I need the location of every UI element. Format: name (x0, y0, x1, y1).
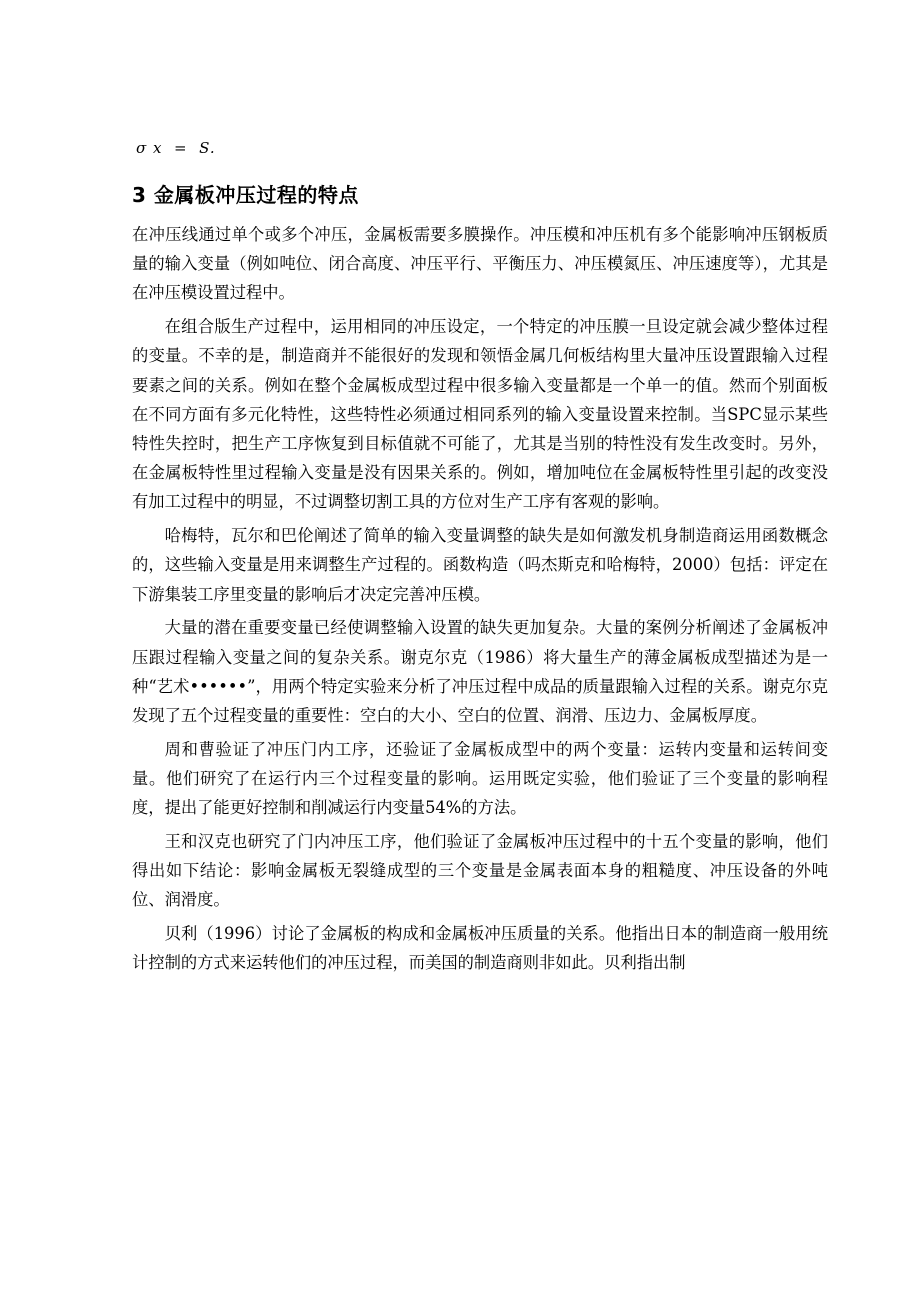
paragraph-1: 在冲压线通过单个或多个冲压，金属板需要多膜操作。冲压模和冲压机有多个能影响冲压钢板质量的输入变量（例如吨位、闭合高度、冲压平行、平衡压力、冲压模氮压、冲压速度等），尤其是在冲压模设置过程中。 (132, 225, 828, 303)
paragraph-4: 大量的潜在重要变量已经使调整输入设置的缺失更加复杂。大量的案例分析阐述了金属板冲压跟过程输入变量之间的复杂关系。谢克尔克（1986）将大量生产的薄金属板成型描述为是一种“艺术••••••”，用两个特定实验来分析了冲压过程中成品的质量跟输入过程的关系。谢克尔克发现了五个过程变量的重要性：空白的大小、空白的位置、润滑、压边力、金属板厚度。 (132, 618, 828, 726)
formula-line: σ x = S. (136, 139, 216, 157)
paragraph-2: 在组合版生产过程中，运用相同的冲压设定，一个特定的冲压膜一旦设定就会减少整体过程的变量。不幸的是，制造商并不能很好的发现和领悟金属几何板结构里大量冲压设置跟输入过程要素之间的关系。例如在整个金属板成型过程中很多输入变量都是一个单一的值。然而个别面板在不同方面有多元化特性，这些特性必须通过相同系列的输入变量设置来控制。当SPC显示某些特性失控时，把生产工序恢复到目标值就不可能了，尤其是当别的特性没有发生改变时。另外，在金属板特性里过程输入变量是没有因果关系的。例如，增加吨位在金属板特性里引起的改变没有加工过程中的明显，不过调整切割工具的方位对生产工序有客观的影响。 (132, 317, 828, 512)
paragraph-5: 周和曹验证了冲压门内工序，还验证了金属板成型中的两个变量：运转内变量和运转间变量。他们研究了在运行内三个过程变量的影响。运用既定实验，他们验证了三个变量的影响程度，提出了能更好控制和削减运行内变量54%的方法。 (132, 739, 828, 818)
paragraph-7: 贝利（1996）讨论了金属板的构成和金属板冲压质量的关系。他指出日本的制造商一般用统计控制的方式来运转他们的冲压过程，而美国的制造商则非如此。贝利指出制 (132, 924, 828, 973)
body-text (132, 220, 828, 982)
section-heading: 3 金属板冲压过程的特点 (132, 183, 359, 207)
paragraph-6: 王和汉克也研究了门内冲压工序，他们验证了金属板冲压过程中的十五个变量的影响，他们得出如下结论：影响金属板无裂缝成型的三个变量是金属表面本身的粗糙度、冲压设备的外吨位、润滑度。 (132, 832, 828, 910)
paragraph-3: 哈梅特，瓦尔和巴伦阐述了简单的输入变量调整的缺失是如何激发机身制造商运用函数概念的，这些输入变量是用来调整生产过程的。函数构造（吗杰斯克和哈梅特，2000）包括：评定在下游集装工序里变量的影响后才决定完善冲压模。 (132, 526, 828, 604)
